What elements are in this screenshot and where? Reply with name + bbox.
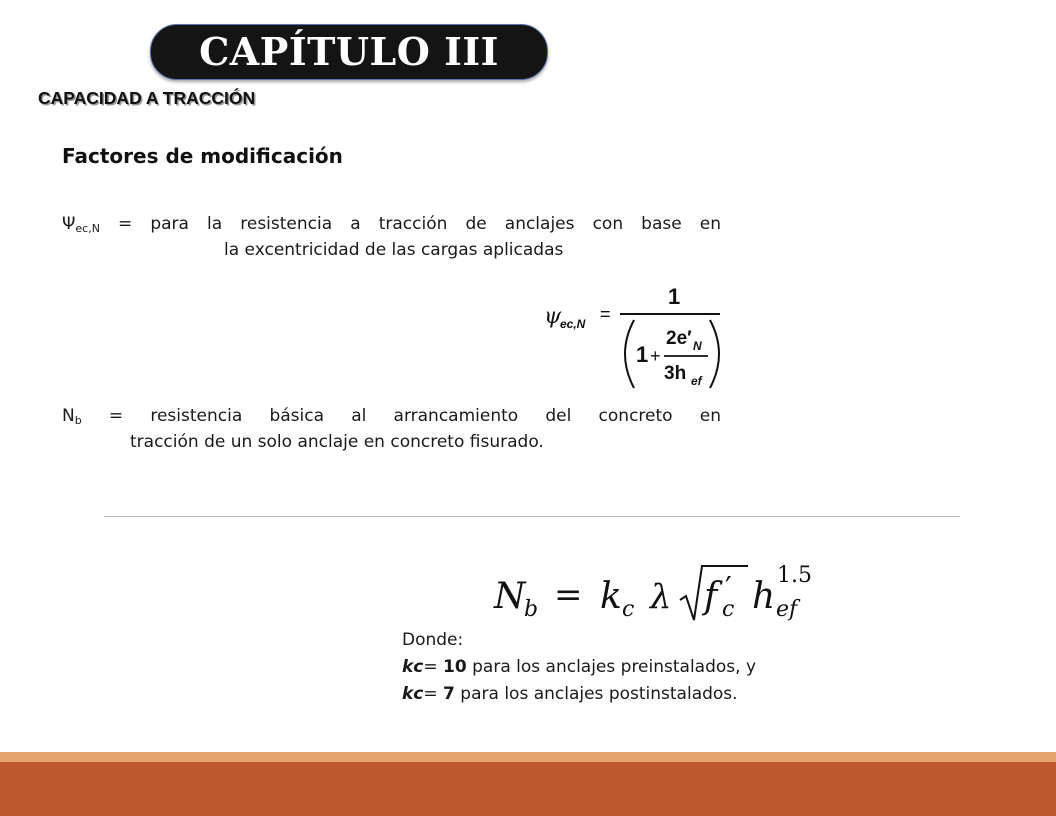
nb-formula-h-sub: ef: [776, 597, 798, 622]
psi-formula-inner-numerator-sub: N: [693, 339, 702, 353]
nb-formula-k: k: [600, 576, 622, 617]
nb-formula-lambda: λ: [650, 577, 672, 617]
nb-formula-f-prime: ′: [725, 571, 732, 606]
donde-line2-val: 7: [443, 684, 455, 704]
psi-formula-inner-numerator: 2e′: [666, 328, 692, 349]
nb-definition: [62, 403, 721, 455]
donde-line2-text: para los anclajes postinstalados.: [454, 684, 738, 704]
nb-definition-line1: [62, 403, 721, 429]
nb-subscript: b: [74, 414, 82, 427]
section-subtitle: CAPACIDAD A TRACCIÓN: [38, 88, 256, 108]
psi-subscript: ec,N: [75, 222, 100, 235]
nb-definition-line2: tracción de un solo anclaje en concreto fisurado.: [130, 432, 544, 452]
nb-formula-h: h: [752, 576, 776, 617]
nb-formula-k-sub: c: [622, 597, 635, 622]
psi-formula-left-paren: [625, 320, 634, 388]
psi-formula-one: 1: [636, 342, 649, 367]
donde-line2-eq: =: [423, 684, 444, 704]
psi-formula: [540, 282, 730, 394]
nb-formula-f-sub: c: [722, 597, 735, 622]
psi-definition: [62, 211, 721, 263]
chapter-banner: [150, 24, 548, 80]
donde-line1-kc: kc: [402, 657, 424, 677]
psi-definition-line2: la excentricidad de las cargas aplicadas: [224, 240, 564, 260]
section-divider: [104, 516, 960, 517]
donde-title: Donde:: [402, 630, 464, 650]
donde-line2: [402, 681, 756, 708]
donde-line1: [402, 654, 756, 681]
psi-formula-equals: =: [600, 304, 611, 324]
footer-bar: [0, 762, 1056, 816]
nb-formula: [490, 560, 840, 626]
footer-accent-stripe: [0, 752, 1056, 762]
psi-definition-line1: [62, 211, 721, 237]
nb-symbol: N: [62, 406, 75, 426]
nb-line1-text: = resistencia básica al arrancamiento del concreto en: [81, 406, 721, 426]
donde-block: [402, 627, 756, 708]
nb-formula-N: N: [494, 576, 526, 617]
psi-formula-right-paren: [710, 320, 719, 388]
nb-formula-h-sup: 1.5: [777, 563, 812, 588]
donde-line2-kc: kc: [402, 684, 424, 704]
psi-formula-lhs-sub: ec,N: [560, 317, 586, 331]
psi-formula-plus: +: [650, 346, 661, 366]
donde-line1-eq: =: [423, 657, 444, 677]
psi-symbol: Ψ: [62, 214, 76, 234]
psi-line1-text: = para la resistencia a tracción de anclajes con base en: [99, 214, 721, 234]
donde-line1-val: 10: [443, 657, 467, 677]
section-heading: Factores de modificación: [62, 144, 343, 168]
nb-formula-f: f: [704, 576, 718, 617]
nb-formula-equals: =: [554, 575, 583, 615]
nb-formula-N-sub: b: [524, 597, 539, 622]
psi-formula-inner-denominator: 3h: [664, 363, 687, 384]
donde-line1-text: para los anclajes preinstalados, y: [466, 657, 757, 677]
chapter-title: CAPÍTULO III: [199, 29, 499, 74]
psi-formula-inner-denominator-sub: ef: [691, 374, 702, 388]
psi-formula-lhs: ψ: [544, 304, 562, 329]
psi-formula-numerator: 1: [668, 284, 681, 309]
